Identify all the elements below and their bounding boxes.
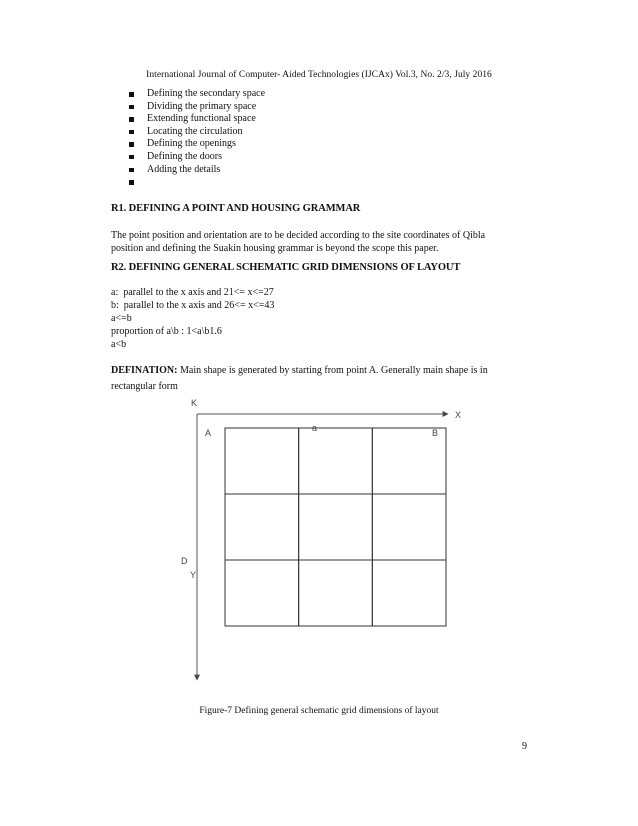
list-item-text: Adding the details [147,163,221,175]
rule-line: a<=b [111,313,132,324]
point-label-a: A [205,428,212,438]
grid-cell [225,494,299,560]
figure-caption: Figure-7 Defining general schematic grid dimensions of layout [199,706,439,716]
list-item-text: Defining the openings [147,138,236,150]
axis-label-x: X [455,410,462,420]
list-item-text: Locating the circulation [147,125,243,137]
page-number: 9 [522,741,527,752]
grid-cell [225,428,299,494]
dimension-label-a: a [312,423,318,433]
axis-label-k: K [191,398,198,408]
section-heading-r2: R2. DEFINING GENERAL SCHEMATIC GRID DIMENSIONS OF LAYOUT [111,262,461,273]
rule-line: a<b [111,339,127,350]
section-heading-r1: R1. DEFINING A POINT AND HOUSING GRAMMAR [111,203,361,214]
axis-label-y: Y [190,570,197,580]
definition-text-line2: rectangular form [111,381,178,392]
definition-text: Main shape is generated by starting from point A. Generally main shape is in [177,365,488,376]
point-label-b: B [432,428,439,438]
dimension-label-d: D [181,556,188,566]
rule-line: proportion of a\b : 1<a\b1.6 [111,326,222,337]
list-item-text: Defining the secondary space [147,88,266,99]
paragraph-line: The point position and orientation are to be decided according to the site coordinates of Qibla [111,230,486,241]
list-item-text: Defining the doors [147,150,222,162]
grid-cell [299,428,373,494]
grid-cell [372,560,446,626]
grid-cells [225,428,446,626]
grid-cell [299,560,373,626]
grid-cell [372,494,446,560]
journal-header: International Journal of Computer- Aided Technologies (IJCAx) Vol.3, No. 2/3, July 2016 [146,70,492,80]
rule-line: a: parallel to the x axis and 21<= x<=27 [111,287,274,298]
rule-line: b: parallel to the x axis and 26<= x<=43 [111,300,275,311]
list-item-text: Dividing the primary space [147,100,257,112]
definition-label: DEFINATION: [111,365,178,376]
grid-cell [299,494,373,560]
grid-cell [225,560,299,626]
paragraph-line: position and defining the Suakin housing grammar is beyond the scope this paper. [111,243,439,254]
list-item-text: Extending functional space [147,113,256,125]
